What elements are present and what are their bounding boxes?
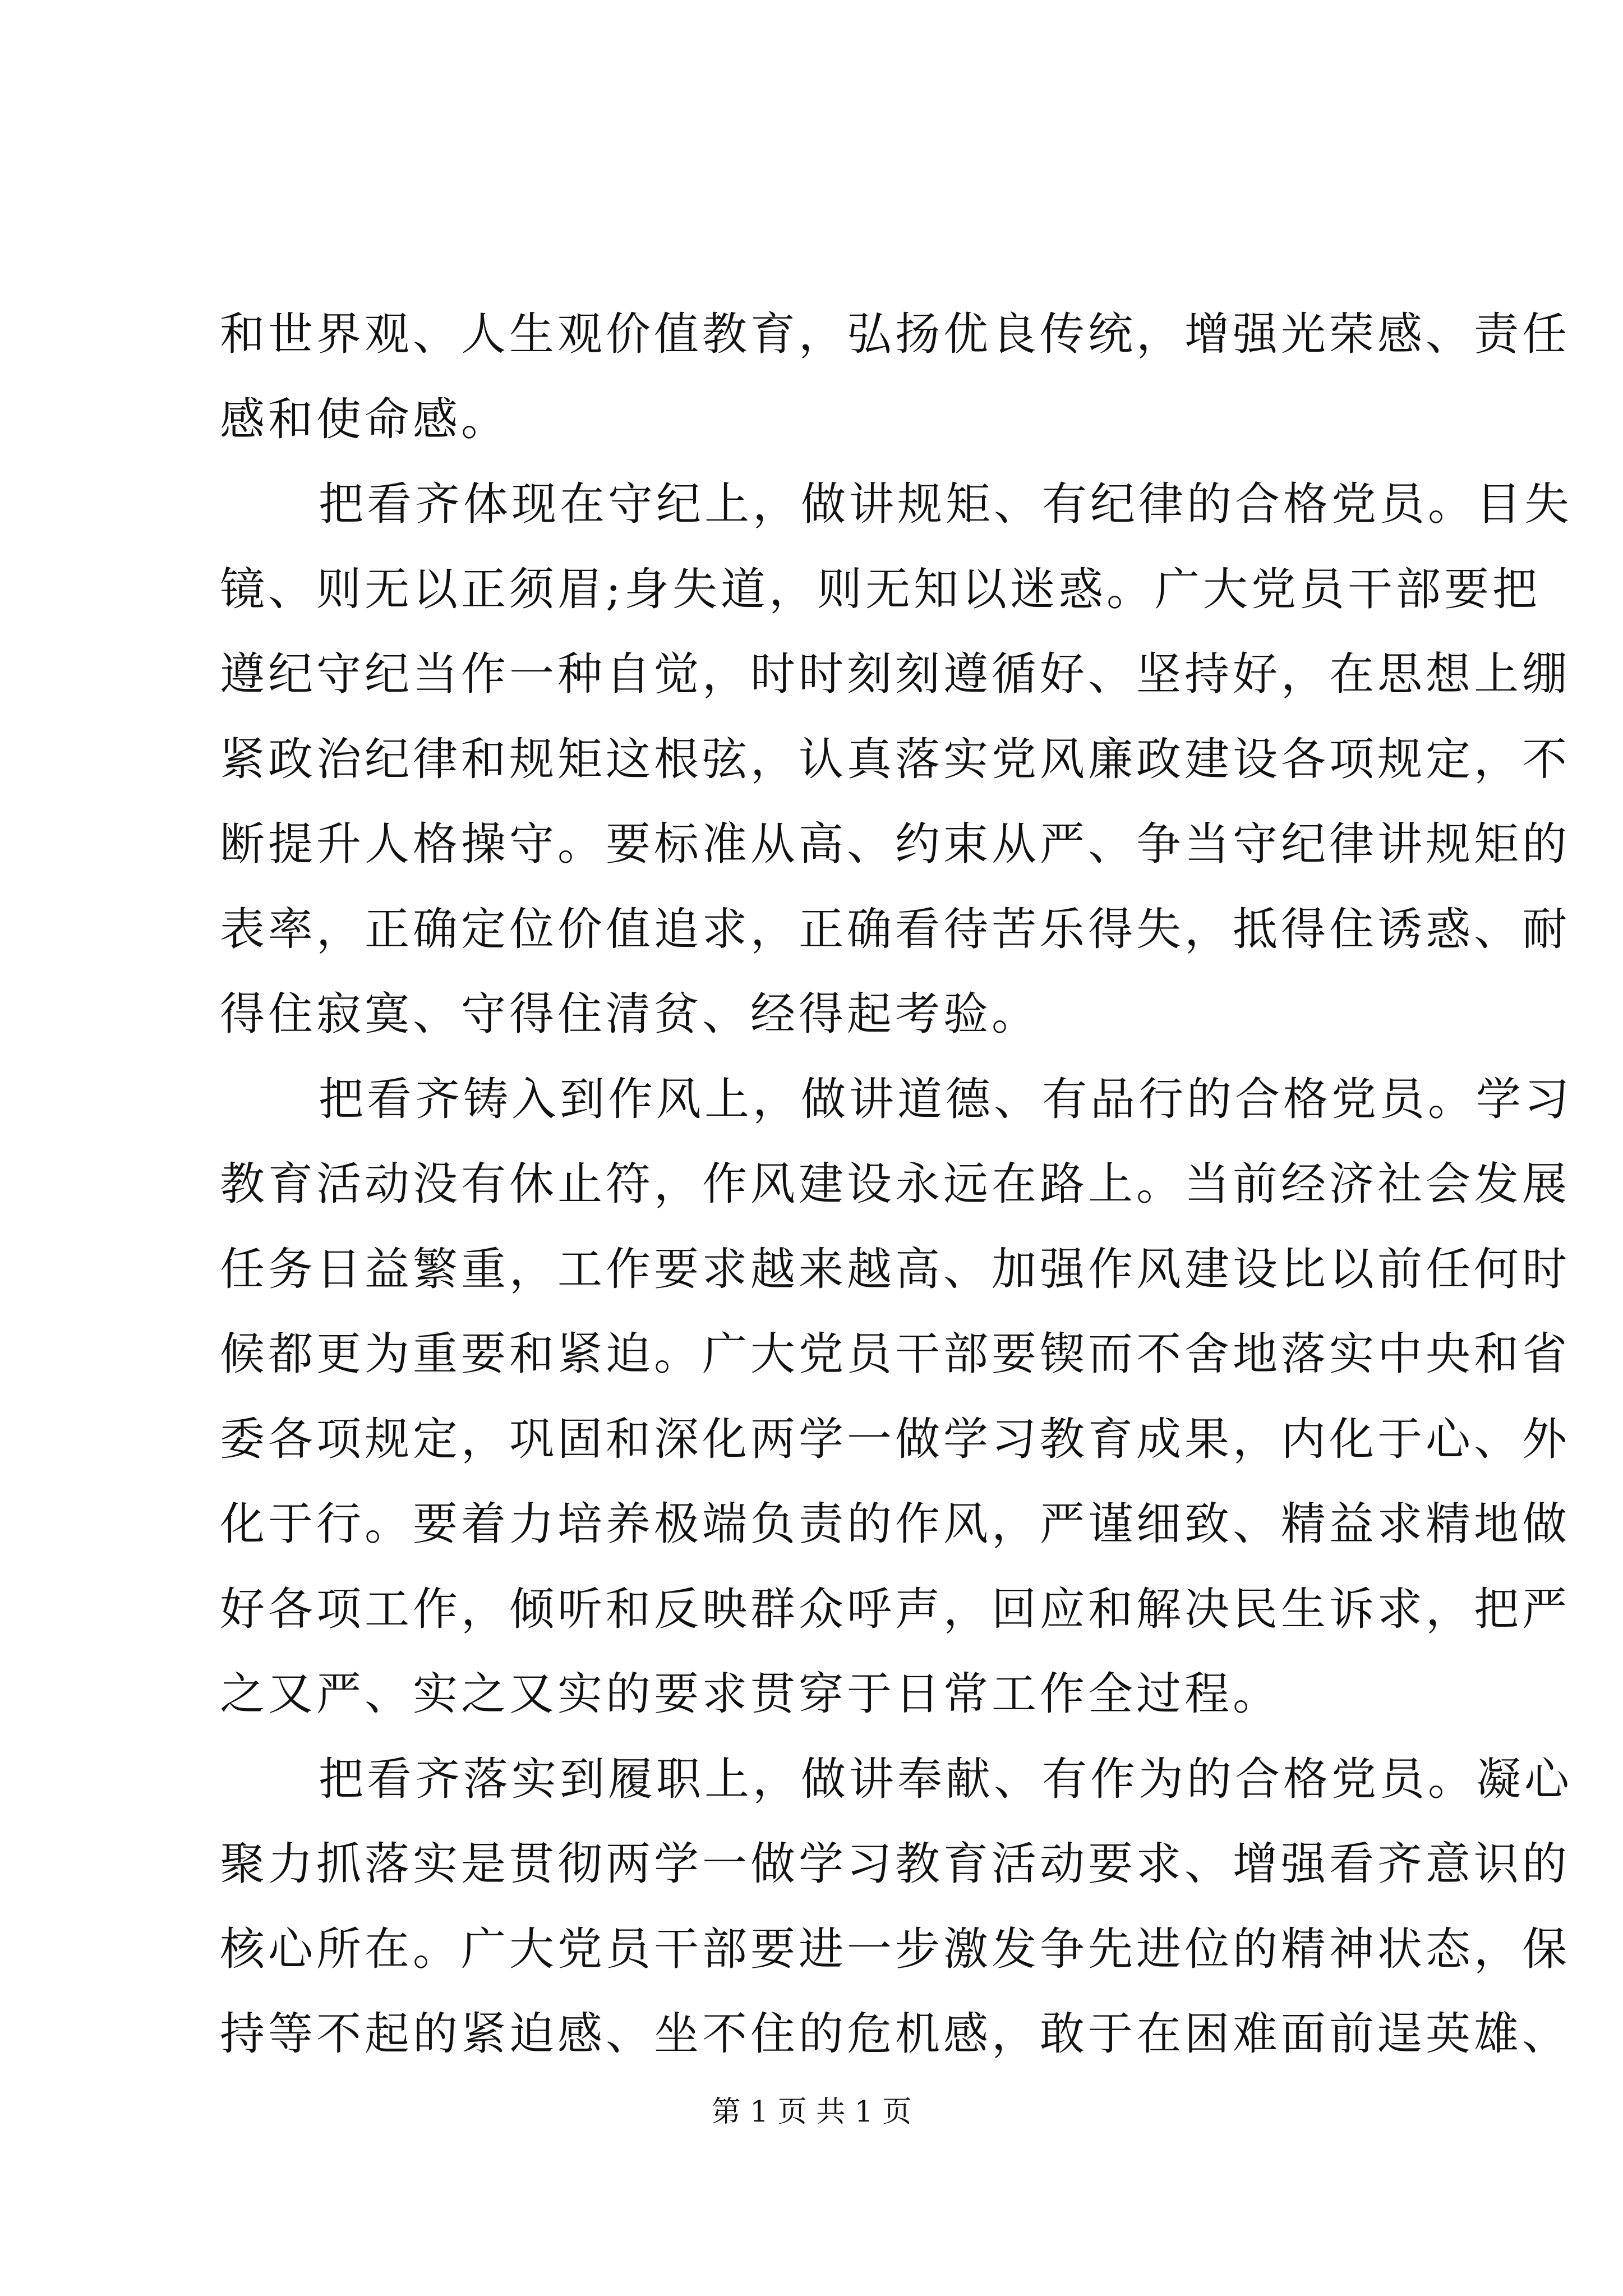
text-line: 感和使命感。 [220, 393, 509, 445]
text-line: 任务日益繁重，工作要求越来越高、加强作风建设比以前任何时 [220, 1243, 1570, 1295]
text-line: 聚力抓落实是贯彻两学一做学习教育活动要求、增强看齐意识的 [220, 1838, 1570, 1890]
text-line: 镜、则无以正须眉;身失道，则无知以迷惑。广大党员干部要把 [220, 563, 1541, 615]
text-line: 断提升人格操守。要标准从高、约束从严、争当守纪律讲规矩的 [220, 818, 1570, 870]
page-footer [0, 2090, 1623, 2134]
text-line: 持等不起的紧迫感、坐不住的危机感，敢于在困难面前逞英雄、 [220, 2008, 1570, 2060]
text-line: 和世界观、人生观价值教育，弘扬优良传统，增强光荣感、责任 [220, 308, 1570, 360]
document-body [220, 292, 1573, 2077]
text-line: 之又严、实之又实的要求贯穿于日常工作全过程。 [220, 1668, 1281, 1720]
paragraph-start-line: 把看齐落实到履职上，做讲奉献、有作为的合格党员。凝心 [319, 1752, 1573, 1805]
paragraph-start-line: 把看齐铸入到作风上，做讲道德、有品行的合格党员。学习 [319, 1073, 1573, 1125]
text-line: 委各项规定，巩固和深化两学一做学习教育成果，内化于心、外 [220, 1412, 1570, 1465]
page-number-label: 第 1 页 共 1 页 [711, 2095, 912, 2129]
paragraph-start-line: 把看齐体现在守纪上，做讲规矩、有纪律的合格党员。目失 [319, 478, 1573, 530]
text-line: 候都更为重要和紧迫。广大党员干部要锲而不舍地落实中央和省 [220, 1328, 1570, 1380]
text-line: 得住寂寞、守得住清贫、经得起考验。 [220, 988, 1040, 1040]
text-line: 紧政治纪律和规矩这根弦，认真落实党风廉政建设各项规定，不 [220, 733, 1570, 785]
text-line: 教育活动没有休止符，作风建设永远在路上。当前经济社会发展 [220, 1158, 1570, 1210]
text-line: 核心所在。广大党员干部要进一步激发争先进位的精神状态，保 [220, 1922, 1570, 1975]
text-line: 表率，正确定位价值追求，正确看待苦乐得失，抵得住诱惑、耐 [220, 903, 1570, 955]
text-line: 遵纪守纪当作一种自觉，时时刻刻遵循好、坚持好，在思想上绷 [220, 648, 1570, 700]
text-line: 好各项工作，倾听和反映群众呼声，回应和解决民生诉求，把严 [220, 1582, 1570, 1635]
text-line: 化于行。要着力培养极端负责的作风，严谨细致、精益求精地做 [220, 1498, 1570, 1550]
